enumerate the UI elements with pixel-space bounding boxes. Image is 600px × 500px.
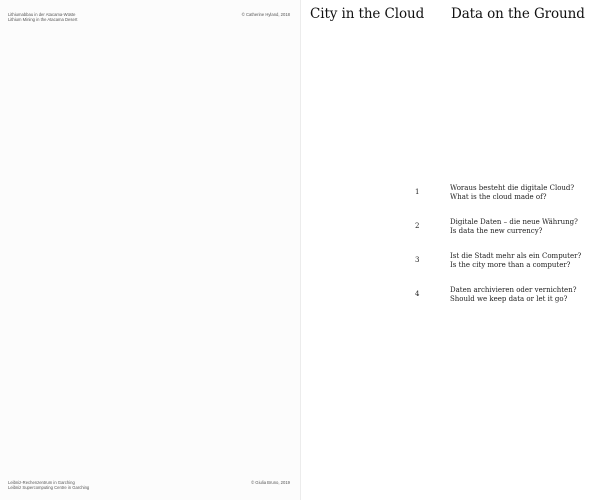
photo-caption-top <box>8 12 77 22</box>
question-text <box>450 218 578 236</box>
caption-top-english: Lithium Mining in the Atacama Desert <box>8 17 78 23</box>
question-number: 4 <box>415 290 420 298</box>
photo-credit-bottom: © Giulia Bruno, 2019 <box>251 480 290 485</box>
photo-caption-bottom <box>8 480 89 490</box>
caption-bottom-english: Leibniz Supercomputing Centre in Garching <box>8 485 90 491</box>
question-german: Digitale Daten – die neue Währung? <box>450 218 578 226</box>
question-english: What is the cloud made of? <box>450 193 547 202</box>
photo-credit-top: © Catherine Hyland, 2018 <box>241 12 290 17</box>
question-number: 2 <box>415 222 420 230</box>
question-item <box>301 218 600 248</box>
question-english: Is the city more than a computer? <box>450 261 571 270</box>
question-text <box>450 286 576 304</box>
question-german: Woraus besteht die digitale Cloud? <box>450 184 575 192</box>
caption-top-german: Lithiumabbau in der Atacama-Wüste <box>8 12 76 17</box>
title-city-in-the-cloud: City in the Cloud <box>310 6 425 22</box>
caption-bottom-german: Leibniz-Rechenzentrum in Garching <box>8 480 75 485</box>
question-english: Should we keep data or let it go? <box>450 295 568 304</box>
question-number: 1 <box>415 188 420 196</box>
question-item <box>301 286 600 316</box>
question-item <box>301 252 600 282</box>
question-english: Is data the new currency? <box>450 227 543 236</box>
question-text <box>450 184 574 202</box>
question-text <box>450 252 581 270</box>
right-page <box>301 0 600 500</box>
question-german: Daten archivieren oder vernichten? <box>450 286 577 294</box>
title-data-on-the-ground: Data on the Ground <box>451 6 585 22</box>
question-german: Ist die Stadt mehr als ein Computer? <box>450 252 582 260</box>
question-number: 3 <box>415 256 420 264</box>
question-item <box>301 184 600 214</box>
